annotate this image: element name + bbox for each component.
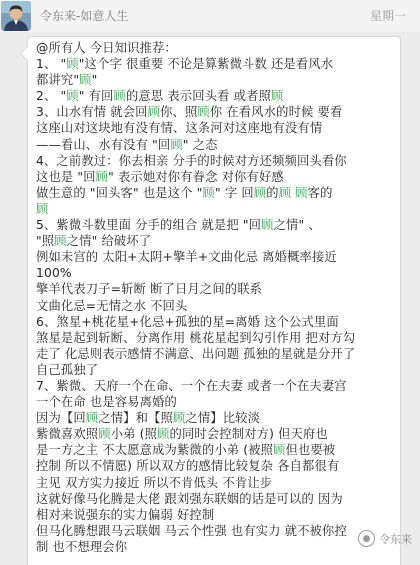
watermark-text: 令东来 — [379, 532, 412, 546]
text-segment: 小弟 (照 — [110, 427, 158, 442]
message-line — [36, 442, 394, 458]
avatar-portrait-icon — [1, 1, 31, 31]
watermark — [358, 530, 412, 547]
highlight-char: 顾 — [295, 185, 308, 200]
highlight-char: 顾 — [273, 443, 286, 458]
message-text — [36, 40, 394, 555]
text-segment: 这就好像马化腾是大佬 跟刘强东联姻的话是可以的 因为 — [36, 491, 343, 506]
highlight-char: 顾 — [172, 411, 186, 426]
message-line — [36, 378, 394, 394]
text-segment: "照 — [36, 234, 55, 249]
text-segment: 之情" 给破坏了 — [66, 234, 152, 249]
highlight-char: 顾 — [66, 89, 79, 104]
highlight-char: 顾 — [98, 427, 111, 442]
text-segment: 6、煞星+桃花星+化忌+孤独的星=离婚 这个公式里面 — [36, 314, 339, 329]
text-segment: 自己孤独了 — [36, 362, 99, 377]
message-time: 星期一 — [369, 9, 406, 23]
message-line — [36, 120, 394, 136]
highlight-char: 顾 — [85, 411, 99, 426]
highlight-char: 顾 — [66, 57, 79, 72]
highlight-char: 顾 — [79, 73, 92, 88]
text-segment: 但马化腾想跟马云联姻 马云个性强 也有实力 就不被你控 — [36, 523, 347, 538]
text-segment: @所有人 今日知识推荐： — [36, 41, 177, 55]
text-segment: 的意思 表示回头看 或者照 — [125, 89, 272, 104]
text-segment: 这座山对这块地有没有情、这条河对这座地有没有情 — [36, 121, 323, 136]
text-segment: 走了 化忌则表示感情不满意、出问题 孤独的星就是分开了 — [36, 346, 356, 361]
message-line — [36, 104, 394, 120]
text-segment: 2、 " — [36, 89, 67, 104]
text-segment: 这也是 "回 — [36, 169, 96, 184]
message-line — [36, 410, 394, 426]
text-segment: 3、山水有情 就会回 — [36, 105, 148, 120]
highlight-char: 顾 — [261, 218, 274, 233]
text-segment: 制 也不想理会你 — [36, 539, 128, 554]
message-line — [36, 523, 394, 539]
text-segment: "这个字 很重要 不论是算紫微斗数 还是看风水 — [78, 57, 334, 72]
text-segment: " 表示她对你有眷念 对你有好感 — [108, 169, 284, 184]
text-segment: 客的 — [307, 185, 333, 200]
message-line — [36, 185, 394, 201]
message-line — [36, 72, 394, 88]
message-line — [36, 88, 394, 104]
text-segment: 之情" 、 — [273, 218, 321, 233]
message-line — [36, 265, 394, 281]
text-segment: " — [91, 73, 98, 88]
highlight-char: 顾 — [54, 234, 67, 249]
message-line — [36, 137, 394, 153]
highlight-char: 顾 — [197, 105, 210, 120]
message-line — [36, 491, 394, 507]
text-segment: 因为【回 — [36, 411, 86, 426]
text-segment: ——看山、水有没有 "回 — [36, 137, 171, 152]
text-segment: 擎羊代表刀子=斩断 断了日月之间的联系 — [36, 282, 263, 297]
message-line — [36, 169, 394, 185]
text-segment: 主见 双方实力接近 所以不肯低头 不肯让步 — [36, 475, 273, 490]
message-line — [36, 40, 394, 56]
text-segment: 文曲化忌=无情之水 不回头 — [36, 298, 188, 313]
text-segment: 4、之前教过：你去相亲 分手的时候对方还频频回头看你 — [36, 153, 347, 168]
text-segment: 你、照 — [160, 105, 198, 120]
text-segment: 之情】比较淡 — [185, 411, 261, 426]
text-segment: 一个在命 也是容易离婚的 — [36, 395, 177, 410]
message-line — [36, 281, 394, 297]
message-line — [36, 56, 394, 72]
message-line — [36, 233, 394, 249]
text-segment: " 字 回 — [214, 185, 254, 200]
highlight-char: 顾 — [36, 201, 49, 216]
message-line — [36, 314, 394, 330]
text-segment: " 有回 — [78, 89, 114, 104]
text-segment: 都讲究" — [36, 73, 80, 88]
text-segment: 相对来说强东的实力偏弱 好控制 — [36, 507, 215, 522]
text-segment: 5、紫微斗数里面 分手的组合 就是把 "回 — [36, 218, 262, 233]
chat-header — [0, 0, 420, 32]
text-segment: 控制 所以不情愿) 所以双方的感情比较复杂 各自都很有 — [36, 459, 340, 474]
highlight-char: 顾 — [147, 105, 161, 120]
sender-name[interactable]: 令东来-如意人生 — [40, 9, 129, 23]
text-segment: 紫微喜欢照 — [36, 427, 99, 442]
highlight-char: 顾 — [170, 137, 183, 152]
highlight-char: 顾 — [202, 185, 215, 200]
message-line — [36, 153, 394, 169]
text-segment: 的 — [266, 185, 279, 200]
message-line — [36, 458, 394, 474]
text-segment: 100% — [36, 266, 72, 281]
message-line — [36, 298, 394, 314]
message-line — [36, 507, 394, 523]
message-line — [36, 346, 394, 362]
highlight-char: 顾 — [253, 185, 267, 200]
text-segment: 7、紫微、天府一个在命、一个在夫妻 或者一个在夫妻宫 — [36, 378, 347, 393]
wechat-logo-icon: ● — [358, 530, 375, 547]
message-line — [36, 249, 394, 265]
text-segment: 你 在看风水的时候 要看 — [209, 105, 343, 120]
message-line — [36, 330, 394, 346]
text-segment: 煞星是起到斩断、分离作用 桃花星起到勾引作用 把对方勾 — [36, 330, 356, 345]
message-line — [36, 201, 394, 217]
highlight-char: 顾 — [95, 169, 109, 184]
highlight-char: 顾 — [271, 89, 284, 104]
text-segment: 但也要被 — [285, 443, 336, 458]
text-segment: 例如未宫的 太阳+太阴+擎羊+文曲化忌 离婚概率接近 — [36, 250, 337, 265]
highlight-char: 顾 — [157, 427, 170, 442]
avatar[interactable] — [1, 1, 31, 31]
highlight-char: 顾 — [113, 89, 126, 104]
text-segment: 的同时会控制对方) 但天府也 — [169, 427, 328, 442]
highlight-char: 顾 — [278, 185, 292, 200]
text-segment: 是一方之主 不太愿意成为紫微的小弟 (被照 — [36, 443, 274, 458]
message-line — [36, 539, 394, 555]
message-line — [36, 394, 394, 410]
message-line — [36, 362, 394, 378]
text-segment: 1、 " — [36, 57, 67, 72]
text-segment: 做生意的 "回头客" 也是这个 " — [36, 185, 203, 200]
message-line — [36, 217, 394, 233]
message-line — [36, 426, 394, 442]
text-segment: " 之态 — [182, 137, 218, 152]
text-segment: 之情】和【照 — [98, 411, 173, 426]
message-line — [36, 475, 394, 491]
